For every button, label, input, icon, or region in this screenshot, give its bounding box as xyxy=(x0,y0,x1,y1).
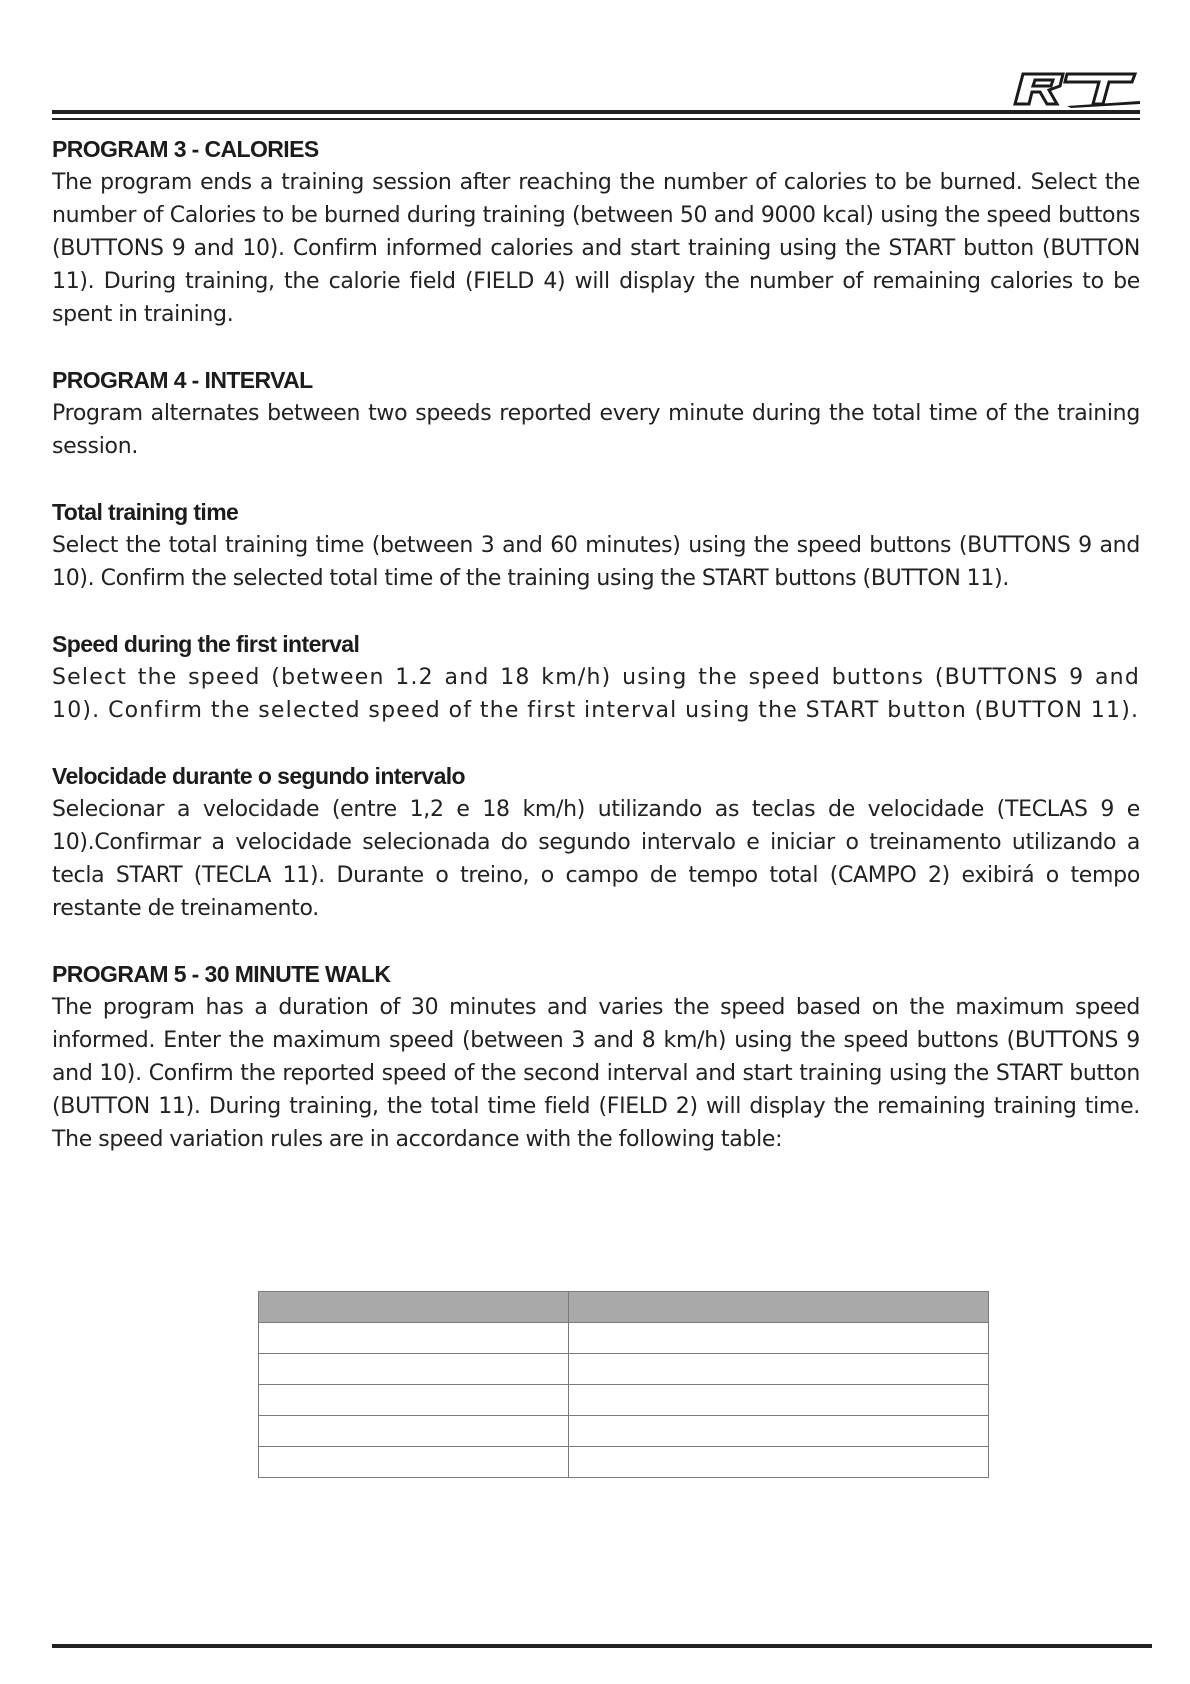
table-header-cell xyxy=(569,1292,989,1323)
section-paragraph: Select the speed (between 1.2 and 18 km/h) using the speed buttons (BUTTONS 9 and 10). Confirm the selected speed of the first interval using the START button (BUTTON 11). xyxy=(52,665,1140,723)
section-heading: PROGRAM 4 - INTERVAL xyxy=(52,367,313,393)
section-program-4 xyxy=(52,363,1140,463)
section-paragraph: Selecionar a velocidade (entre 1,2 e 18 km/h) utilizando as teclas de velocidade (TECLAS 9 e 10).Confirmar a velocidade selecionada do segundo intervalo e iniciar o treinamento utilizando a tecla START (TECLA 11). Durante o treino, o campo de tempo total (CAMPO 2) exibirá o tempo restante de treinamento. xyxy=(52,797,1140,921)
table-cell xyxy=(259,1416,569,1447)
table-cell xyxy=(569,1447,989,1478)
footer-rule xyxy=(52,1644,1152,1648)
section-heading: Speed during the first interval xyxy=(52,631,360,657)
table-row xyxy=(259,1354,989,1385)
section-paragraph: Select the total training time (between 3 and 60 minutes) using the speed buttons (BUTTONS 9 and 10). Confirm the selected total time of the training using the START buttons (BUTTON 11). xyxy=(52,533,1140,591)
section-program-3 xyxy=(52,132,1140,331)
section-program-5 xyxy=(52,957,1140,1156)
table-cell xyxy=(259,1447,569,1478)
table-cell xyxy=(569,1323,989,1354)
section-second-interval-speed xyxy=(52,759,1140,925)
section-first-interval-speed xyxy=(52,627,1140,727)
speed-variation-table xyxy=(258,1291,989,1478)
section-paragraph: The program ends a training session after reaching the number of calories to be burned. Select the number of Calories to be burned during training (between 50 and 9000 kcal) using the speed buttons (BUTTONS 9 and 10). Confirm informed calories and start training using the START button (BUTTON 11). During training, the calorie field (FIELD 4) will display the number of remaining calories to be spent in training. xyxy=(52,170,1140,327)
section-paragraph: The program has a duration of 30 minutes and varies the speed based on the maximum speed informed. Enter the maximum speed (between 3 and 8 km/h) using the speed buttons (BUTTONS 9 and 10). Confirm the reported speed of the second interval and start training using the START button (BUTTON 11). During training, the total time field (FIELD 2) will display the remaining training time. The speed variation rules are in accordance with the following table: xyxy=(52,995,1140,1152)
header-rule xyxy=(52,110,1140,114)
section-heading: PROGRAM 5 - 30 MINUTE WALK xyxy=(52,961,391,987)
table-header-cell xyxy=(259,1292,569,1323)
header-rule-thin xyxy=(52,118,1140,120)
table-cell xyxy=(569,1416,989,1447)
table-cell xyxy=(259,1323,569,1354)
section-heading: Velocidade durante o segundo intervalo xyxy=(52,763,466,789)
table-header-row xyxy=(259,1292,989,1323)
section-total-training-time xyxy=(52,495,1140,595)
speed-variation-table-container xyxy=(258,1291,988,1478)
document-body xyxy=(52,132,1140,1188)
table-row xyxy=(259,1447,989,1478)
section-heading: Total training time xyxy=(52,499,239,525)
table-row xyxy=(259,1416,989,1447)
section-heading: PROGRAM 3 - CALORIES xyxy=(52,136,319,162)
table-cell xyxy=(569,1385,989,1416)
table-row xyxy=(259,1323,989,1354)
table-cell xyxy=(259,1385,569,1416)
rt-logo xyxy=(1005,68,1140,108)
section-paragraph: Program alternates between two speeds reported every minute during the total time of the training session. xyxy=(52,401,1140,459)
table-cell xyxy=(569,1354,989,1385)
table-cell xyxy=(259,1354,569,1385)
table-row xyxy=(259,1385,989,1416)
